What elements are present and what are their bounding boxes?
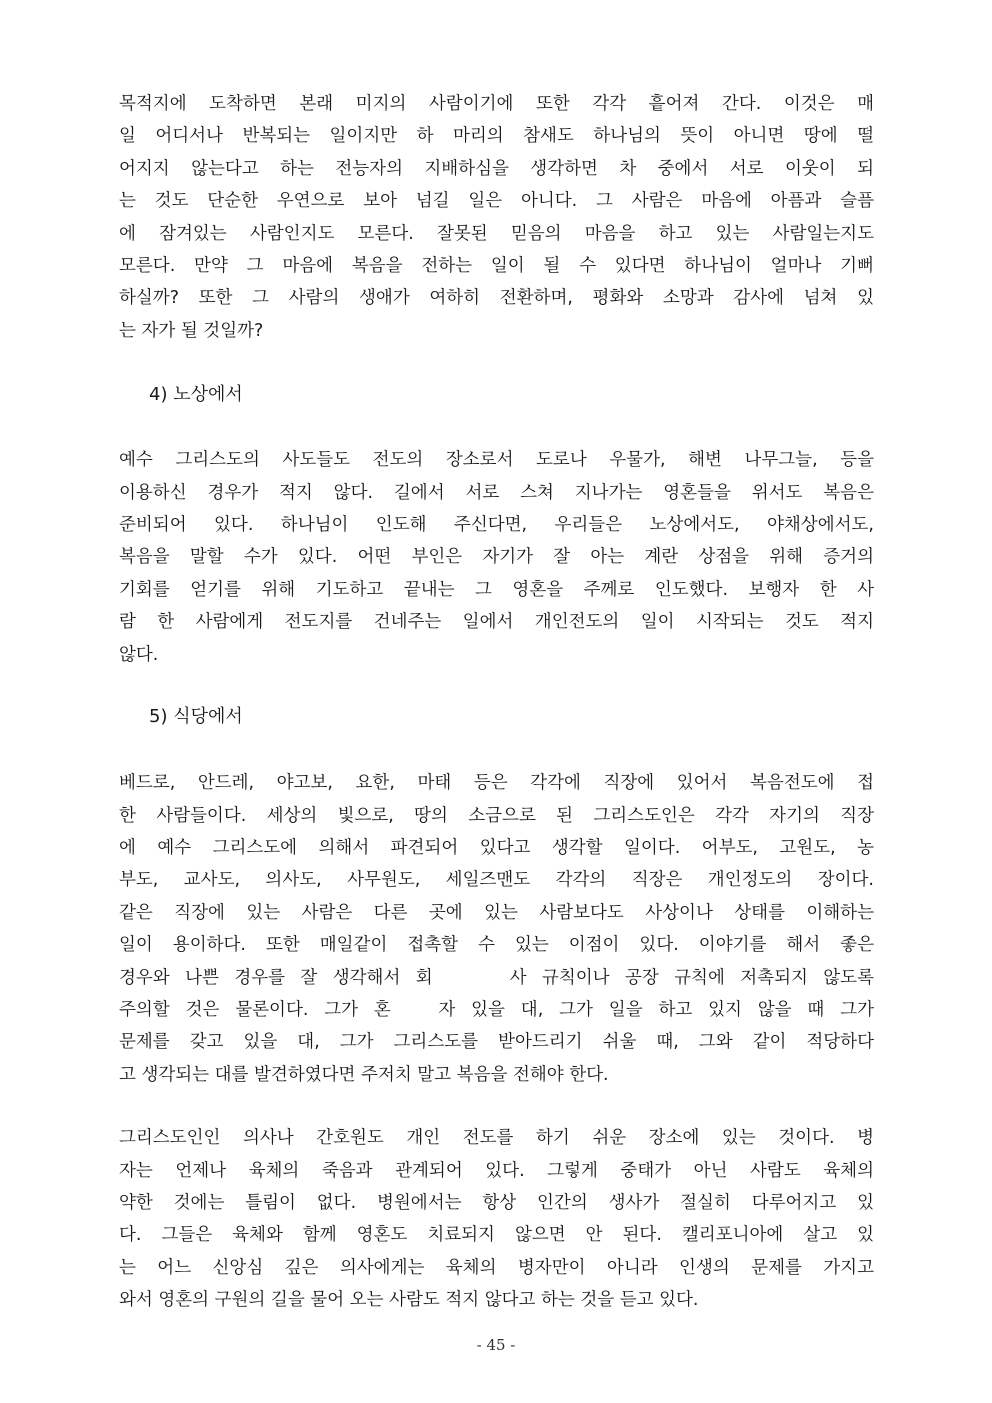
text-line: 모른다. 만약 그 마음에 복음을 전하는 일이 될 수 있다면 하나님이 얼마나 기뻐 [119,256,874,277]
text-line: 부도, 교사도, 의사도, 사무원도, 세일즈맨도 각각의 직장은 개인정도의 장이다. [119,870,874,891]
text-line: 같은 직장에 있는 사람은 다른 곳에 있는 사람보다도 사상이나 상태를 이해하는 [119,902,874,923]
text-line: 베드로, 안드레, 야고보, 요한, 마태 등은 각각에 직장에 있어서 복음전도에 접 [119,773,874,794]
paragraph-workplace [119,767,874,1091]
document-page [119,88,874,1317]
page-number: - 45 - [476,1336,516,1354]
text-line: 람 한 사람에게 전도지를 건네주는 일에서 개인전도의 일이 시작되는 것도 적지 [119,612,874,633]
text-line: 에 예수 그리스도에 의해서 파견되어 있다고 생각할 일이다. 어부도, 고원도, 농 [119,837,874,858]
text-line: 기회를 얻기를 위해 기도하고 끝내는 그 영혼을 주께로 인도했다. 보행자 한 사 [119,579,874,600]
text-line: 어지지 않는다고 하는 전능자의 지배하심을 생각하면 차 중에서 서로 이웃이 되 [119,158,874,179]
paragraph-travel [119,88,874,347]
text-line: 예수 그리스도의 사도들도 전도의 장소로서 도로나 우물가, 해변 나무그늘, 등을 [119,450,874,471]
paragraph-doctors [119,1122,874,1316]
text-line: 않다. [119,644,159,665]
section-heading-5: 5) 식당에서 [149,706,243,728]
text-line: 이용하신 경우가 적지 않다. 길에서 서로 스쳐 지나가는 영혼들을 위서도 복음은 [119,482,874,503]
text-line: 한 사람들이다. 세상의 빛으로, 땅의 소금으로 된 그리스도인은 각각 자기의 직장 [119,805,874,826]
text-line: 하실까? 또한 그 사람의 생애가 여하히 전환하며, 평화와 소망과 감사에 넘쳐 있 [119,288,874,309]
text-line: 주의할 것은 물론이다. 그가 혼 자 있을 대, 그가 일을 하고 있지 않을 때 그가 [119,999,874,1020]
text-line: 목적지에 도착하면 본래 미지의 사람이기에 또한 각각 흩어져 간다. 이것은 매 [119,94,874,114]
text-line: 는 어느 신앙심 깊은 의사에게는 육체의 병자만이 아니라 인생의 문제를 가지고 [119,1257,874,1278]
text-line: 에 잠겨있는 사람인지도 모른다. 잘못된 믿음의 마음을 하고 있는 사람일는지도 [119,223,874,244]
text-line: 일이 용이하다. 또한 매일같이 접촉할 수 있는 이점이 있다. 이야기를 해서 좋은 [119,935,874,956]
text-line: 는 자가 될 것일까? [119,320,264,341]
text-line: 그리스도인인 의사나 간호원도 개인 전도를 하기 쉬운 장소에 있는 것이다. 병 [119,1128,874,1149]
text-line: 문제를 갖고 있을 대, 그가 그리스도를 받아드리기 쉬울 때, 그와 같이 적당하다 [119,1032,874,1053]
text-line: 경우와 나쁜 경우를 잘 생각해서 회 사 규칙이나 공장 규칙에 저촉되지 않도록 [119,967,874,988]
text-line: 복음을 말할 수가 있다. 어떤 부인은 자기가 잘 아는 계란 상점을 위해 증거의 [119,547,874,568]
text-line: 고 생각되는 대를 발견하였다면 주저치 말고 복음을 전해야 한다. [119,1064,609,1085]
text-line: 자는 언제나 육체의 죽음과 관계되어 있다. 그렇게 중태가 아닌 사람도 육체의 [119,1160,874,1181]
text-line: 와서 영혼의 구원의 길을 물어 오는 사람도 적지 않다고 하는 것을 듣고 있다. [119,1290,699,1311]
section-heading-4: 4) 노상에서 [149,384,243,406]
text-line: 다. 그들은 육체와 함께 영혼도 치료되지 않으면 안 된다. 캘리포니아에 살고 있 [119,1225,874,1246]
paragraph-street [119,444,874,671]
text-line: 준비되어 있다. 하나님이 인도해 주신다면, 우리들은 노상에서도, 야채상에서도, [119,515,874,536]
text-line: 는 것도 단순한 우연으로 보아 넘길 일은 아니다. 그 사람은 마음에 아픔과 슬픔 [119,191,874,212]
text-line: 일 어디서나 반복되는 일이지만 하 마리의 참새도 하나님의 뜻이 아니면 땅에 떨 [119,126,874,147]
text-line: 약한 것에는 틀림이 없다. 병원에서는 항상 인간의 생사가 절실히 다루어지고 있 [119,1192,874,1213]
